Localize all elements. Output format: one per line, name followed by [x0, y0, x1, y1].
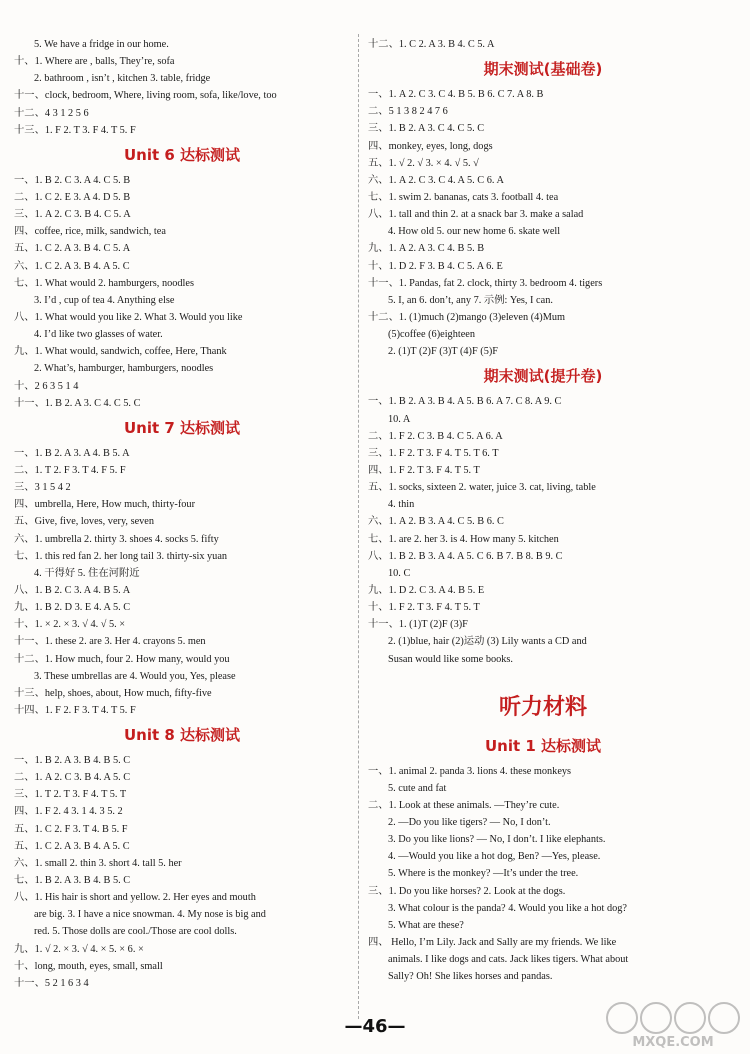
answer-line: 十三、help, shoes, about, How much, fifty-five — [14, 687, 212, 699]
answer-line: 十一、5 2 1 6 3 4 — [14, 977, 89, 989]
answer-line: 十一、1. Pandas, fat 2. clock, thirty 3. bedroom 4. tigers — [368, 277, 603, 289]
answer-line: 六、1. umbrella 2. thirty 3. shoes 4. socks 5. fifty — [14, 533, 219, 545]
answer-line: 3. What colour is the panda? 4. Would you like a hot dog? — [388, 902, 627, 914]
answer-line: 一、1. B 2. A 3. B 4. B 5. C — [14, 755, 131, 767]
answer-line: 九、1. B 2. D 3. E 4. A 5. C — [14, 602, 131, 614]
answer-line: 二、1. T 2. F 3. T 4. F 5. F — [14, 464, 126, 476]
right-answer-column — [368, 36, 718, 985]
answer-line: 十、long, mouth, eyes, small, small — [14, 960, 163, 972]
answer-line: 4. thin — [388, 499, 415, 511]
answer-line: 九、1. What would, sandwich, coffee, Here, Thank — [14, 346, 227, 358]
answer-line: 一、1. B 2. A 3. B 4. A 5. B 6. A 7. C 8. A 9. C — [368, 396, 562, 408]
major-section-heading: 听力材料 — [498, 694, 587, 720]
answer-line: 2. —Do you like tigers? — No, I don’t. — [388, 817, 551, 829]
answer-line: 四、coffee, rice, milk, sandwich, tea — [14, 226, 166, 238]
answer-line: 六、1. A 2. C 3. C 4. A 5. C 6. A — [368, 174, 504, 186]
answer-line: 2. (1)blue, hair (2)运动 (3) Lily wants a CD and — [388, 636, 587, 648]
answer-line: 4. —Would you like a hot dog, Ben? —Yes, please. — [388, 851, 601, 863]
section-heading: Unit 7 达标测试 — [123, 418, 241, 437]
answer-line: 二、1. A 2. C 3. B 4. A 5. C — [14, 772, 131, 784]
answer-line: (5)coffee (6)eighteen — [388, 329, 475, 341]
left-answer-column — [14, 36, 350, 992]
answer-line: 一、1. A 2. C 3. C 4. B 5. B 6. C 7. A 8. B — [368, 89, 544, 101]
answer-line: 十四、1. F 2. F 3. T 4. T 5. F — [14, 704, 136, 716]
answer-line: 三、1. T 2. T 3. F 4. T 5. T — [14, 789, 127, 801]
answer-line: 十一、clock, bedroom, Where, living room, sofa, like/love, too — [14, 90, 277, 102]
answer-line: 4. I’d like two glasses of water. — [34, 329, 163, 341]
answer-line: 八、1. tall and thin 2. at a snack bar 3. make a salad — [368, 209, 584, 221]
answer-line: 一、1. animal 2. panda 3. lions 4. these monkeys — [368, 765, 572, 777]
answer-line: 八、1. What would you like 2. What 3. Would you like — [14, 311, 243, 323]
page-number: —46— — [344, 1016, 406, 1037]
answer-line: 六、1. C 2. A 3. B 4. A 5. C — [14, 260, 130, 272]
answer-line: 三、1. A 2. C 3. B 4. C 5. A — [14, 209, 131, 221]
answer-line: 十三、1. F 2. T 3. F 4. T 5. F — [14, 124, 136, 136]
answer-line: 十、2 6 3 5 1 4 — [14, 380, 79, 392]
answer-line: 八、1. His hair is short and yellow. 2. Her eyes and mouth — [14, 892, 256, 904]
answer-line: 5. I, an 6. don’t, any 7. 示例: Yes, I can. — [388, 294, 553, 306]
answer-line: 4. 干得好 5. 住在河附近 — [34, 567, 140, 579]
answer-line: 5. We have a fridge in our home. — [34, 39, 169, 50]
answer-line: 五、1. C 2. A 3. B 4. C 5. A — [14, 243, 131, 255]
answer-line: 七、1. B 2. A 3. B 4. B 5. C — [14, 875, 131, 887]
answer-line: 5. Where is the monkey? —It’s under the tree. — [388, 868, 579, 880]
answer-line: 5. What are these? — [388, 919, 464, 931]
answer-line: 二、5 1 3 8 2 4 7 6 — [368, 106, 448, 118]
answer-line: 三、1. Do you like horses? 2. Look at the dogs. — [368, 885, 566, 897]
answer-line: 十二、4 3 1 2 5 6 — [14, 107, 89, 119]
answer-line: 10. A — [388, 413, 411, 425]
answer-line: 5. cute and fat — [388, 782, 447, 794]
answer-line: 四、 Hello, I’m Lily. Jack and Sally are my friends. We like — [368, 937, 617, 949]
answer-line: 10. C — [388, 567, 411, 579]
answer-line: 七、1. swim 2. bananas, cats 3. football 4. tea — [368, 191, 559, 203]
answer-line: 六、1. A 2. B 3. A 4. C 5. B 6. C — [368, 516, 504, 528]
watermark-logo — [604, 1000, 742, 1048]
answer-line: 四、1. F 2. T 3. F 4. T 5. T — [368, 464, 480, 476]
answer-line: 一、1. B 2. C 3. A 4. C 5. B — [14, 174, 131, 186]
column-divider — [358, 34, 359, 1019]
section-heading: Unit 8 达标测试 — [123, 726, 241, 745]
section-heading: 期末测试(提升卷) — [483, 367, 603, 386]
section-heading: 期末测试(基础卷) — [483, 60, 603, 79]
answer-line: 三、1. B 2. A 3. C 4. C 5. C — [368, 123, 485, 135]
answer-line: 七、1. this red fan 2. her long tail 3. thirty-six yuan — [14, 550, 228, 562]
answer-line: 十一、1. B 2. A 3. C 4. C 5. C — [14, 397, 141, 409]
answer-line: 十二、1. How much, four 2. How many, would you — [14, 653, 230, 665]
answer-line: 九、1. √ 2. × 3. √ 4. × 5. × 6. × — [14, 943, 144, 955]
section-heading: Unit 1 达标测试 — [484, 736, 602, 755]
answer-line: 3. Do you like lions? — No, I don’t. I like elephants. — [388, 834, 606, 846]
answer-line: 十、1. Where are , balls, They’re, sofa — [14, 56, 175, 68]
answer-line: 二、1. F 2. C 3. B 4. C 5. A 6. A — [368, 430, 503, 442]
section-heading: Unit 6 达标测试 — [123, 145, 241, 164]
answer-line: 四、monkey, eyes, long, dogs — [368, 140, 493, 152]
answer-line: 五、Give, five, loves, very, seven — [14, 516, 155, 528]
answer-line: red. 5. Those dolls are cool./Those are cool dolls. — [34, 926, 237, 938]
answer-line: 十、1. D 2. F 3. B 4. C 5. A 6. E — [368, 260, 503, 272]
answer-line: 十、1. F 2. T 3. F 4. T 5. T — [368, 602, 480, 614]
answer-line: 五、1. C 2. A 3. B 4. A 5. C — [14, 840, 130, 852]
answer-line: 六、1. small 2. thin 3. short 4. tall 5. her — [14, 857, 182, 869]
answer-line: 十、1. × 2. × 3. √ 4. √ 5. × — [14, 619, 126, 631]
watermark-text: MXQE.COM — [632, 1035, 714, 1048]
answer-line: 2. (1)T (2)F (3)T (4)F (5)F — [388, 346, 499, 358]
answer-line: 八、1. B 2. B 3. A 4. A 5. C 6. B 7. B 8. B 9. C — [368, 550, 563, 562]
answer-line: are big. 3. I have a nice snowman. 4. My nose is big and — [34, 909, 266, 921]
answer-line: 四、umbrella, Here, How much, thirty-four — [14, 499, 196, 511]
answer-line: 十一、1. (1)T (2)F (3)F — [368, 619, 468, 631]
answer-line: 五、1. socks, sixteen 2. water, juice 3. cat, living, table — [368, 482, 596, 494]
answer-line: 四、1. F 2. 4 3. 1 4. 3 5. 2 — [14, 806, 123, 818]
answer-line: 八、1. B 2. C 3. A 4. B 5. A — [14, 584, 131, 596]
answer-line: 七、1. What would 2. hamburgers, noodles — [14, 277, 194, 289]
answer-line: 十一、1. these 2. are 3. Her 4. crayons 5. men — [14, 636, 206, 648]
answer-line: 2. What’s, hamburger, hamburgers, noodles — [34, 363, 214, 375]
answer-line: Susan would like some books. — [388, 653, 513, 665]
answer-line: 三、3 1 5 4 2 — [14, 482, 71, 494]
answer-line: 二、1. Look at these animals. —They’re cute. — [368, 799, 560, 811]
answer-line: 2. bathroom , isn’t , kitchen 3. table, fridge — [34, 73, 211, 85]
answer-line: 十二、1. (1)much (2)mango (3)eleven (4)Mum — [368, 311, 566, 323]
answer-line: 十二、1. C 2. A 3. B 4. C 5. A — [368, 39, 495, 50]
answer-line: 4. How old 5. our new home 6. skate well — [388, 226, 561, 238]
answer-line: animals. I like dogs and cats. Jack likes tigers. What about — [388, 954, 629, 966]
answer-line: 3. I’d , cup of tea 4. Anything else — [34, 294, 175, 306]
answer-line: 二、1. C 2. E 3. A 4. D 5. B — [14, 191, 131, 203]
answer-line: 3. These umbrellas are 4. Would you, Yes, please — [34, 670, 236, 682]
answer-line: 三、1. F 2. T 3. F 4. T 5. T 6. T — [368, 447, 499, 459]
answer-line: 五、1. C 2. F 3. T 4. B 5. F — [14, 823, 128, 835]
answer-line: 一、1. B 2. A 3. A 4. B 5. A — [14, 447, 130, 459]
answer-line: 七、1. are 2. her 3. is 4. How many 5. kitchen — [368, 533, 559, 545]
answer-line: 九、1. A 2. A 3. C 4. B 5. B — [368, 243, 485, 255]
answer-line: 九、1. D 2. C 3. A 4. B 5. E — [368, 584, 485, 596]
answer-line: 五、1. √ 2. √ 3. × 4. √ 5. √ — [368, 157, 479, 169]
answer-line: Sally? Oh! She likes horses and pandas. — [388, 971, 553, 983]
